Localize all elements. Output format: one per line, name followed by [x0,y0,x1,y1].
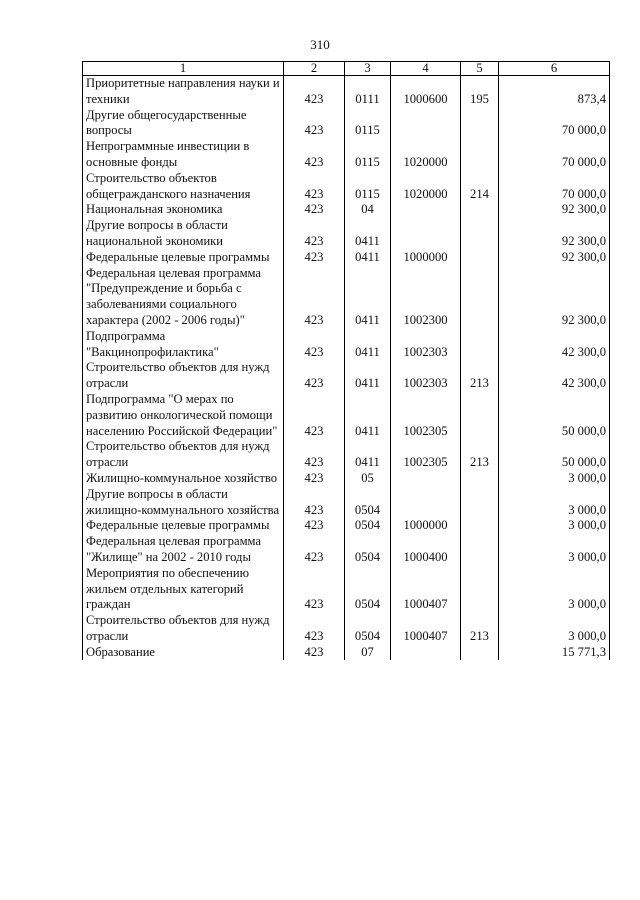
row-expense-type [461,139,499,171]
table-row [83,108,610,140]
column-header: 3 [345,62,391,76]
column-header: 4 [391,62,461,76]
table-row [83,266,610,329]
row-amount: 70 000,0 [499,139,610,171]
table-row [83,360,610,392]
row-target-article: 1020000 [391,139,461,171]
row-name: Мероприятия по обеспечению жильем отдельных категорий граждан [83,566,284,613]
row-name: Подпрограмма "О мерах по развитию онкологической помощи населению Российской Федерации" [83,392,284,439]
row-expense-type: 213 [461,613,499,645]
row-expense-type [461,645,499,661]
row-target-article: 1002300 [391,266,461,329]
row-amount: 50 000,0 [499,439,610,471]
table-row [83,518,610,534]
row-name: Строительство объектов общегражданского назначения [83,171,284,203]
row-ministry-code: 423 [284,139,345,171]
row-section-code: 0504 [345,518,391,534]
row-expense-type [461,392,499,439]
row-expense-type [461,218,499,250]
row-name: Другие вопросы в области национальной экономики [83,218,284,250]
row-section-code: 0504 [345,566,391,613]
row-amount: 3 000,0 [499,471,610,487]
row-ministry-code: 423 [284,645,345,661]
row-target-article: 1002305 [391,392,461,439]
row-expense-type [461,487,499,519]
row-expense-type: 195 [461,76,499,108]
row-amount: 70 000,0 [499,171,610,203]
row-section-code: 0411 [345,360,391,392]
row-ministry-code: 423 [284,392,345,439]
table-row [83,139,610,171]
row-amount: 92 300,0 [499,250,610,266]
row-section-code: 0111 [345,76,391,108]
row-expense-type [461,108,499,140]
row-name: Федеральные целевые программы [83,518,284,534]
row-target-article [391,202,461,218]
row-ministry-code: 423 [284,566,345,613]
row-ministry-code: 423 [284,171,345,203]
row-name: Подпрограмма "Вакцинопрофилактика" [83,329,284,361]
row-expense-type [461,518,499,534]
row-ministry-code: 423 [284,108,345,140]
row-expense-type: 214 [461,171,499,203]
header-row [83,62,610,76]
row-section-code: 0504 [345,534,391,566]
row-ministry-code: 423 [284,266,345,329]
table-row [83,392,610,439]
table-body [83,76,610,661]
row-amount: 3 000,0 [499,518,610,534]
table-row [83,202,610,218]
row-section-code: 04 [345,202,391,218]
table-row [83,218,610,250]
row-amount: 3 000,0 [499,613,610,645]
row-target-article: 1000407 [391,566,461,613]
row-expense-type: 213 [461,439,499,471]
row-target-article: 1000407 [391,613,461,645]
row-amount: 3 000,0 [499,487,610,519]
row-target-article [391,471,461,487]
row-section-code: 0504 [345,487,391,519]
row-amount: 873,4 [499,76,610,108]
column-header: 6 [499,62,610,76]
row-section-code: 0411 [345,250,391,266]
row-ministry-code: 423 [284,250,345,266]
table-row [83,566,610,613]
row-ministry-code: 423 [284,76,345,108]
row-ministry-code: 423 [284,613,345,645]
column-header: 2 [284,62,345,76]
row-expense-type [461,250,499,266]
row-expense-type [461,202,499,218]
table-row [83,534,610,566]
row-section-code: 0115 [345,139,391,171]
row-section-code: 0115 [345,108,391,140]
row-name: Федеральная целевая программа "Предупреждение и борьба с заболеваниями социального характера (2002 - 2006 годы)" [83,266,284,329]
row-ministry-code: 423 [284,329,345,361]
table-row [83,471,610,487]
row-target-article [391,487,461,519]
row-target-article: 1000400 [391,534,461,566]
row-ministry-code: 423 [284,218,345,250]
row-target-article: 1000000 [391,518,461,534]
row-section-code: 0411 [345,218,391,250]
row-amount: 92 300,0 [499,218,610,250]
row-amount: 70 000,0 [499,108,610,140]
table-row [83,645,610,661]
row-ministry-code: 423 [284,439,345,471]
row-section-code: 0411 [345,329,391,361]
row-section-code: 0411 [345,439,391,471]
row-ministry-code: 423 [284,360,345,392]
row-section-code: 05 [345,471,391,487]
row-expense-type: 213 [461,360,499,392]
column-header: 1 [83,62,284,76]
row-ministry-code: 423 [284,518,345,534]
row-amount: 15 771,3 [499,645,610,661]
row-expense-type [461,566,499,613]
row-name: Жилищно-коммунальное хозяйство [83,471,284,487]
row-amount: 50 000,0 [499,392,610,439]
row-name: Национальная экономика [83,202,284,218]
row-name: Приоритетные направления науки и техники [83,76,284,108]
row-target-article: 1020000 [391,171,461,203]
page-number: 310 [310,37,330,52]
row-target-article: 1000600 [391,76,461,108]
row-name: Строительство объектов для нужд отрасли [83,360,284,392]
row-name: Образование [83,645,284,661]
row-expense-type [461,329,499,361]
budget-table [82,61,610,660]
row-expense-type [461,266,499,329]
table-row [83,171,610,203]
row-amount: 42 300,0 [499,329,610,361]
row-section-code: 07 [345,645,391,661]
row-target-article [391,645,461,661]
row-section-code: 0411 [345,392,391,439]
row-amount: 92 300,0 [499,266,610,329]
table-row [83,76,610,108]
row-target-article: 1002305 [391,439,461,471]
row-target-article: 1002303 [391,329,461,361]
row-amount: 42 300,0 [499,360,610,392]
table-row [83,250,610,266]
row-name: Другие вопросы в области жилищно-коммунального хозяйства [83,487,284,519]
row-ministry-code: 423 [284,202,345,218]
table-row [83,487,610,519]
row-name: Федеральная целевая программа "Жилище" на 2002 - 2010 годы [83,534,284,566]
row-amount: 3 000,0 [499,566,610,613]
row-section-code: 0115 [345,171,391,203]
row-name: Другие общегосударственные вопросы [83,108,284,140]
row-section-code: 0504 [345,613,391,645]
row-target-article [391,108,461,140]
row-amount: 92 300,0 [499,202,610,218]
row-name: Строительство объектов для нужд отрасли [83,613,284,645]
row-target-article [391,218,461,250]
row-section-code: 0411 [345,266,391,329]
row-name: Непрограммные инвестиции в основные фонды [83,139,284,171]
table-row [83,329,610,361]
row-ministry-code: 423 [284,471,345,487]
row-expense-type [461,471,499,487]
row-expense-type [461,534,499,566]
row-target-article: 1000000 [391,250,461,266]
row-target-article: 1002303 [391,360,461,392]
row-amount: 3 000,0 [499,534,610,566]
row-ministry-code: 423 [284,487,345,519]
column-header: 5 [461,62,499,76]
row-ministry-code: 423 [284,534,345,566]
row-name: Федеральные целевые программы [83,250,284,266]
table-row [83,439,610,471]
row-name: Строительство объектов для нужд отрасли [83,439,284,471]
table-row [83,613,610,645]
